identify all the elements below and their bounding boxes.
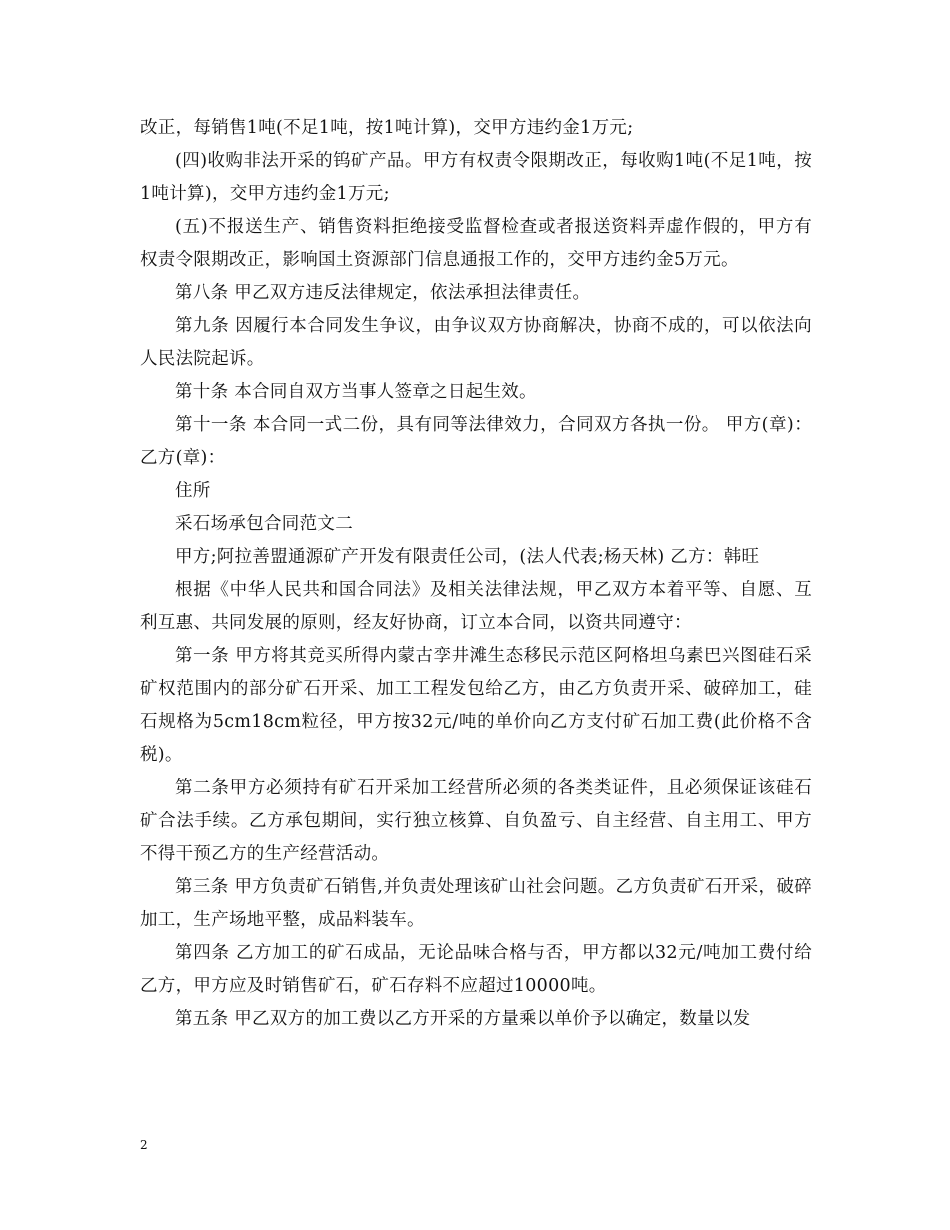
paragraph-clause-5: (五)不报送生产、销售资料拒绝接受监督检查或者报送资料弄虚作假的，甲方有权责令限期改正，影响国土资源部门信息通报工作的，交甲方违约金5万元。: [140, 217, 812, 270]
document-body: [140, 112, 812, 1036]
paragraph-article-8: 第八条 甲乙双方违反法律规定，依法承担法律责任。: [175, 283, 591, 303]
paragraph-article-1: 第一条 甲方将其竞买所得内蒙古孪井滩生态移民示范区阿格坦乌素巴兴图硅石采矿权范围内的部分矿石开采、加工工程发包给乙方，由乙方负责开采、破碎加工，硅石规格为5cm18cm粒径，甲方按32元/吨的单价向乙方支付矿石加工费(此价格不含税)。: [140, 646, 812, 765]
paragraph-article-4: 第四条 乙方加工的矿石成品，无论品味合格与否，甲方都以32元/吨加工费付给乙方，甲方应及时销售矿石，矿石存料不应超过10000吨。: [140, 943, 812, 996]
paragraph-article-5: 第五条 甲乙双方的加工费以乙方开采的方量乘以单价予以确定，数量以发: [175, 1009, 751, 1029]
paragraph-article-10: 第十条 本合同自双方当事人签章之日起生效。: [175, 382, 537, 402]
paragraph-article-2: 第二条甲方必须持有矿石开采加工经营所必须的各类类证件，且必须保证该硅石矿合法手续。乙方承包期间，实行独立核算、自负盈亏、自主经营、自主用工、甲方不得干预乙方的生产经营活动。: [140, 778, 812, 864]
section-title: 采石场承包合同范文二: [175, 514, 353, 534]
paragraph-address: 住所: [175, 481, 211, 501]
paragraph-article-9: 第九条 因履行本合同发生争议，由争议双方协商解决，协商不成的，可以依法向人民法院起诉。: [140, 316, 812, 369]
paragraph-article-11: 第十一条 本合同一式二份，具有同等法律效力，合同双方各执一份。 甲方(章)： 乙方(章)：: [140, 415, 812, 468]
paragraph-continuation: 改正，每销售1吨(不足1吨，按1吨计算)，交甲方违约金1万元;: [140, 118, 634, 138]
paragraph-preamble: 根据《中华人民共和国合同法》及相关法律法规，甲乙双方本着平等、自愿、互利互惠、共同发展的原则，经友好协商，订立本合同，以资共同遵守：: [140, 580, 812, 633]
paragraph-parties: 甲方;阿拉善盟通源矿产开发有限责任公司，(法人代表;杨天林) 乙方：韩旺: [175, 547, 760, 567]
paragraph-article-3: 第三条 甲方负责矿石销售,并负责处理该矿山社会问题。乙方负责矿石开采，破碎加工，生产场地平整，成品料装车。: [140, 877, 812, 930]
page-number: 2: [140, 1138, 148, 1152]
paragraph-clause-4: (四)收购非法开采的钨矿产品。甲方有权责令限期改正，每收购1吨(不足1吨，按1吨计算)，交甲方违约金1万元;: [140, 151, 812, 204]
